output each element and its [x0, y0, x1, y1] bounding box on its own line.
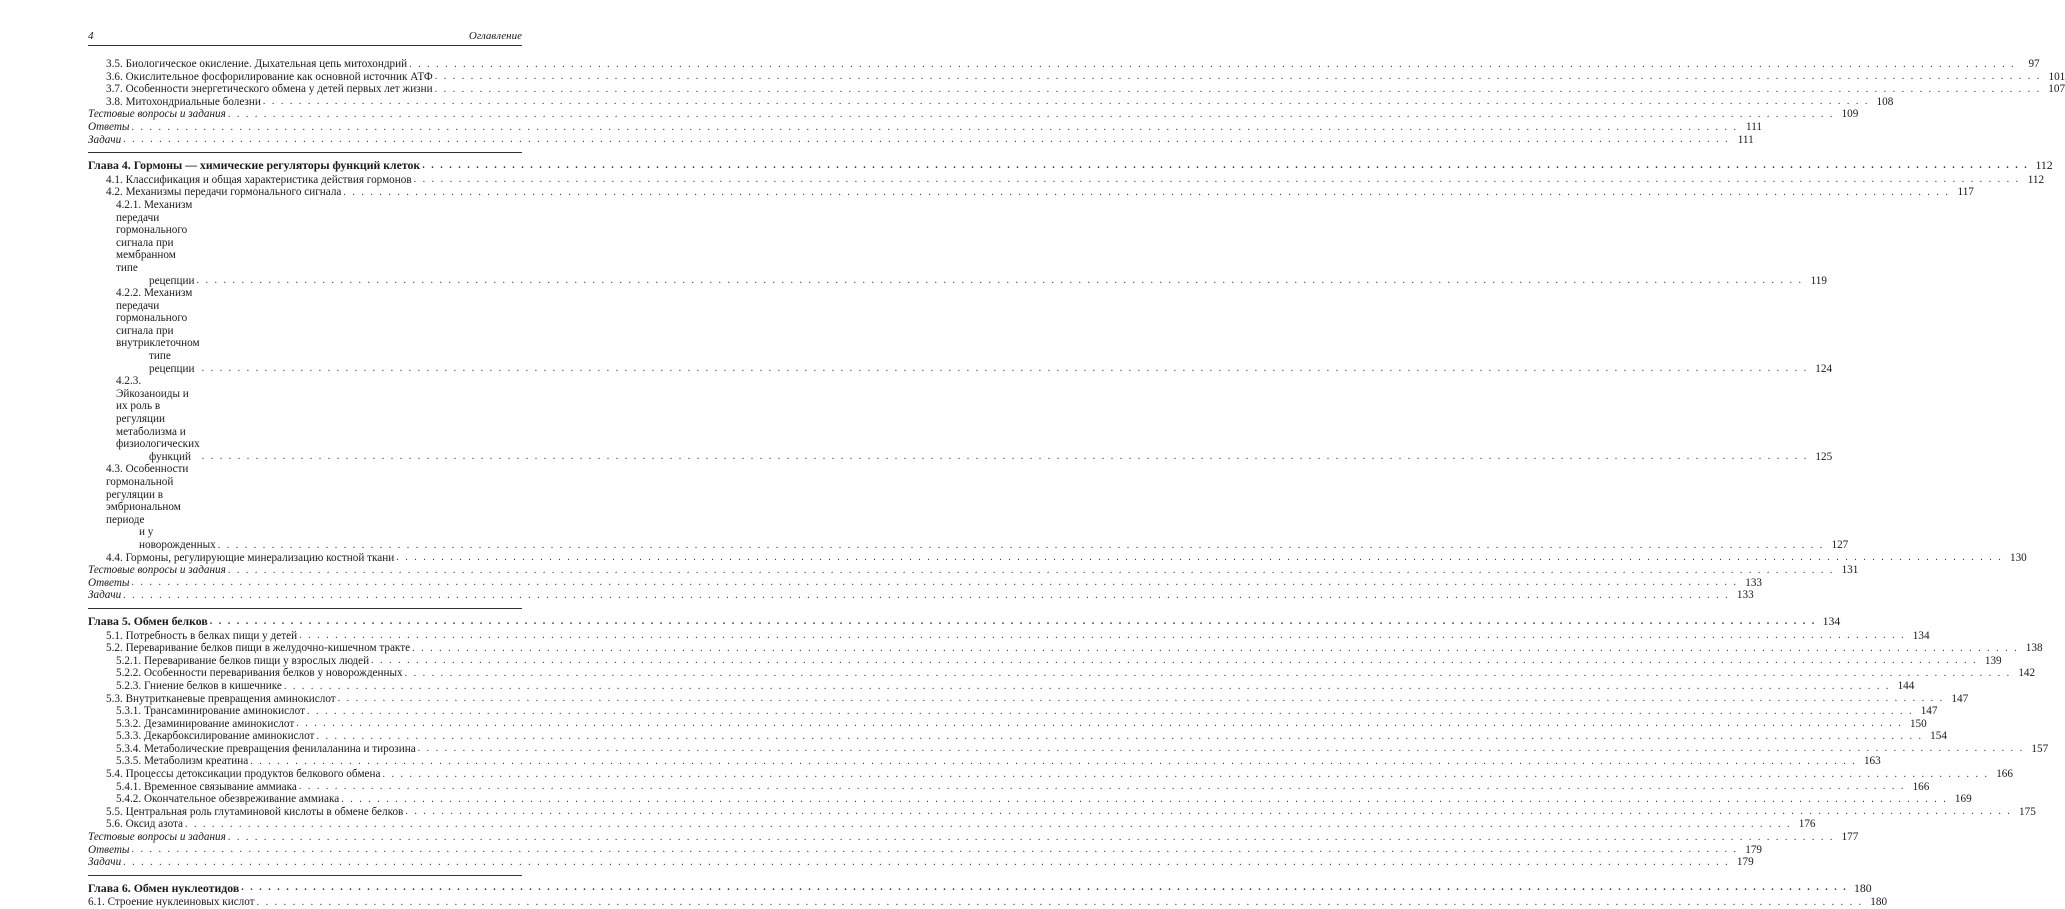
dot-leader — [435, 84, 2042, 96]
dot-leader — [132, 577, 1739, 589]
toc-entry-title: 4.2. Механизмы передачи гормонального сигнала — [106, 186, 342, 199]
toc-entry-title: Глава 6. Обмен нуклеотидов — [88, 880, 240, 895]
toc-entry-title-continuation: рецепции — [149, 274, 195, 287]
dot-leader — [371, 655, 1978, 667]
toc-page-number: 169 — [1954, 793, 1972, 806]
toc-entry-title: Тестовые вопросы и задания — [88, 564, 226, 577]
chapter-heading[interactable] — [88, 613, 1841, 628]
toc-apparatus-entry[interactable] — [88, 589, 1754, 602]
chapter-heading[interactable] — [88, 158, 2053, 173]
toc-page-number: 107 — [2048, 83, 2065, 96]
toc-entry[interactable] — [88, 198, 1827, 287]
dot-leader — [196, 275, 1803, 287]
toc-entry[interactable] — [88, 818, 1816, 831]
toc-entry[interactable] — [88, 375, 1833, 463]
toc-page-number: 139 — [1984, 654, 2002, 667]
dot-leader — [307, 706, 1914, 718]
toc-page-number: 109 — [1841, 108, 1859, 121]
toc-entry[interactable] — [88, 692, 1969, 706]
dot-leader — [284, 681, 1891, 693]
toc-entry-title — [106, 463, 218, 551]
dot-leader — [418, 743, 2025, 755]
toc-entry-title: 5.2. Переваривание белков пищи в желудочно-кишечном тракте — [106, 642, 411, 655]
toc-entry-title: Ответы — [88, 120, 130, 133]
dot-leader — [422, 160, 2029, 172]
toc-entry-title: 5.2.2. Особенности переваривания белков у новорожденных — [116, 667, 403, 680]
toc-entry-title: Ответы — [88, 843, 130, 856]
toc-page-number: 134 — [1912, 629, 1930, 642]
toc-page-number: 157 — [2031, 742, 2049, 755]
toc-entry-title: Глава 5. Обмен белков — [88, 613, 208, 628]
toc-entry[interactable] — [88, 742, 2049, 756]
toc-page-number: 111 — [1746, 120, 1762, 133]
toc-entry-title: 4.4. Гормоны, регулирующие минерализацию костной ткани — [106, 551, 395, 564]
toc-page-number: 147 — [1951, 692, 1969, 705]
dot-leader — [132, 122, 1739, 134]
toc-entry-title: Задачи — [88, 133, 122, 146]
toc-page-number: 166 — [1996, 768, 2013, 781]
toc-page-number: 131 — [1841, 564, 1859, 577]
toc-entry-title: 5.3.1. Трансаминирование аминокислот — [116, 705, 305, 718]
chapter-divider — [88, 875, 522, 876]
toc-page-number: 133 — [1736, 589, 1754, 602]
toc-entry-title: 5.3.2. Дезаминирование аминокислот — [116, 717, 295, 730]
toc-page-number: 144 — [1897, 679, 1915, 692]
toc-entry-title-continuation: функций — [149, 450, 191, 463]
toc-page-number: 179 — [1745, 843, 1762, 856]
dot-leader — [228, 109, 1835, 121]
toc-entry[interactable] — [88, 896, 1888, 909]
toc-entry-title: 3.5. Биологическое окисление. Дыхательная цепь митохондрий — [106, 58, 408, 70]
toc-entry[interactable] — [88, 186, 1974, 199]
dot-leader — [218, 540, 1825, 552]
toc-page-number: 124 — [1815, 362, 1833, 375]
dot-leader — [241, 882, 1848, 894]
dot-leader — [405, 806, 2012, 818]
toc-entry-title: 5.5. Центральная роль глутаминовой кислоты в обмене белков — [106, 805, 404, 818]
table-of-contents — [88, 58, 2065, 909]
toc-entry[interactable] — [88, 717, 1927, 731]
toc-entry[interactable] — [88, 730, 1947, 743]
toc-apparatus-entry[interactable] — [88, 108, 1859, 121]
toc-entry[interactable] — [88, 780, 1930, 794]
toc-entry[interactable] — [88, 667, 2036, 680]
page-number: 4 — [88, 30, 94, 42]
toc-entry[interactable] — [88, 58, 2040, 71]
toc-page-number: 176 — [1798, 818, 1816, 831]
toc-entry[interactable] — [88, 287, 1833, 375]
dot-leader — [414, 174, 2021, 186]
dot-leader — [299, 781, 1906, 793]
dot-leader — [123, 134, 1730, 146]
toc-entry-title: 4.1. Классификация и общая характеристика действия гормонов — [106, 173, 412, 186]
toc-apparatus-entry[interactable] — [88, 856, 1754, 869]
toc-entry-title-line: 4.2.3. Эйкозаноиды и их роль в регуляции метаболизма и физиологических — [116, 375, 200, 451]
dot-leader — [263, 96, 1870, 108]
dot-leader — [341, 794, 1948, 806]
dot-leader — [250, 756, 1857, 768]
toc-entry[interactable] — [88, 705, 1938, 718]
toc-page-number: 97 — [2028, 58, 2040, 70]
toc-entry-title: 5.1. Потребность в белках пищи у детей — [106, 629, 298, 642]
dot-leader — [228, 565, 1835, 577]
toc-entry[interactable] — [88, 83, 2065, 96]
running-title: Оглавление — [468, 30, 522, 42]
toc-page-number: 177 — [1841, 831, 1859, 844]
toc-entry-title-continuation: и у новорожденных — [139, 526, 216, 551]
toc-page-number: 101 — [2048, 70, 2065, 83]
toc-entry-title: 5.3.5. Метаболизм креатина — [116, 755, 249, 768]
toc-entry-title: 6.1. Строение нуклеиновых кислот — [88, 896, 255, 909]
toc-apparatus-entry[interactable] — [88, 831, 1859, 844]
toc-entry[interactable] — [88, 463, 1849, 551]
toc-entry-title-continuation: типе рецепции — [149, 350, 195, 375]
toc-entry[interactable] — [88, 679, 1915, 693]
toc-entry-title: 5.3.4. Метаболические превращения фенилаланина и тирозина — [116, 742, 416, 755]
dot-leader — [412, 643, 2019, 655]
toc-page-number: 108 — [1876, 95, 1894, 108]
toc-page-number: 134 — [1822, 613, 1841, 628]
toc-entry-title-line: 4.3. Особенности гормональной регуляции в эмбриональном периоде — [106, 463, 189, 526]
toc-entry-title: 5.2.1. Переваривание белков пищи у взрослых людей — [116, 654, 370, 667]
dot-leader — [409, 59, 2016, 71]
toc-apparatus-entry[interactable] — [88, 120, 1762, 134]
toc-page-number: 154 — [1930, 730, 1947, 743]
dot-leader — [257, 897, 1864, 909]
toc-entry-title: 3.6. Окислительное фосфорилирование как основной источник АТФ — [106, 70, 433, 83]
toc-entry-title: 5.3. Внутритканевые превращения аминокислот — [106, 692, 336, 705]
chapter-divider — [88, 152, 522, 153]
dot-leader — [299, 630, 1906, 642]
toc-page-number: 112 — [2027, 173, 2045, 186]
toc-page-number: 180 — [1870, 896, 1888, 909]
toc-page-number: 147 — [1920, 705, 1938, 718]
dot-leader — [185, 819, 1792, 831]
toc-page-number: 142 — [2018, 667, 2036, 680]
toc-entry[interactable] — [88, 654, 2002, 668]
toc-page-number: 125 — [1815, 450, 1833, 463]
dot-leader — [123, 857, 1730, 869]
toc-entry-title: 5.6. Оксид азота — [106, 818, 184, 831]
dot-leader — [316, 731, 1923, 743]
toc-entry[interactable] — [88, 173, 2045, 187]
dot-leader — [202, 363, 1809, 375]
chapter-divider — [88, 608, 522, 609]
dot-leader — [343, 187, 1950, 199]
dot-leader — [382, 769, 1989, 781]
toc-entry-title: Задачи — [88, 589, 122, 602]
toc-apparatus-entry[interactable] — [88, 133, 1754, 147]
toc-page-number: 138 — [2025, 642, 2043, 655]
toc-entry-title: 3.8. Митохондриальные болезни — [106, 95, 261, 108]
dot-leader — [202, 451, 1809, 463]
toc-page-number: 117 — [1957, 186, 1974, 199]
toc-entry-title: 5.4.1. Временное связывание аммиака — [116, 780, 297, 793]
toc-entry-title: Ответы — [88, 576, 130, 589]
toc-entry-title: 5.3.3. Декарбоксилирование аминокислот — [116, 730, 315, 743]
toc-entry-title: 5.2.3. Гниение белков в кишечнике — [116, 679, 282, 692]
toc-entry-title-line: 4.2.2. Механизм передачи гормонального сигнала при внутриклеточном — [116, 287, 200, 350]
dot-leader — [296, 718, 1903, 730]
dot-leader — [228, 832, 1835, 844]
toc-entry[interactable] — [88, 551, 2027, 565]
dot-leader — [396, 552, 2003, 564]
toc-entry-title — [116, 287, 202, 375]
toc-entry-title — [116, 375, 202, 463]
toc-entry-title: Тестовые вопросы и задания — [88, 831, 226, 844]
toc-page-number: 111 — [1737, 133, 1754, 146]
toc-page-number: 133 — [1745, 576, 1762, 589]
toc-entry-title: 3.7. Особенности энергетического обмена у детей первых лет жизни — [106, 83, 433, 96]
toc-page-number: 180 — [1853, 880, 1872, 895]
toc-entry[interactable] — [88, 768, 2013, 781]
dot-leader — [405, 668, 2012, 680]
running-header — [88, 28, 522, 46]
toc-page-number: 175 — [2019, 805, 2036, 818]
dot-leader — [123, 590, 1730, 602]
dot-leader — [435, 71, 2042, 83]
toc-entry-title: 5.4. Процессы детоксикации продуктов белкового обмена — [106, 768, 381, 781]
toc-entry-title: 5.4.2. Окончательное обезвреживание аммиака — [116, 793, 340, 806]
toc-page-number: 163 — [1863, 755, 1881, 768]
toc-entry[interactable] — [88, 629, 1930, 643]
toc-page-number: 130 — [2009, 551, 2027, 564]
toc-entry[interactable] — [88, 642, 2043, 655]
toc-entry-title: Задачи — [88, 856, 122, 869]
toc-entry-title: Глава 4. Гормоны — химические регуляторы функций клеток — [88, 158, 421, 173]
toc-apparatus-entry[interactable] — [88, 564, 1859, 577]
toc-entry[interactable] — [88, 70, 2065, 84]
dot-leader — [338, 693, 1945, 705]
toc-entry-title — [116, 199, 196, 287]
dot-leader — [132, 844, 1739, 856]
toc-entry-title-line: 4.2.1. Механизм передачи гормонального сигнала при мембранном типе — [116, 198, 193, 274]
toc-entry[interactable] — [88, 95, 1894, 109]
toc-page-number: 112 — [2035, 158, 2053, 173]
toc-entry[interactable] — [88, 755, 1881, 768]
toc-page-number: 166 — [1912, 780, 1930, 793]
toc-entry-title: Тестовые вопросы и задания — [88, 108, 226, 121]
toc-page-number: 127 — [1831, 538, 1849, 551]
toc-entry[interactable] — [88, 793, 1972, 806]
toc-entry[interactable] — [88, 805, 2036, 819]
chapter-heading[interactable] — [88, 880, 1872, 895]
toc-apparatus-entry[interactable] — [88, 576, 1762, 590]
dot-leader — [210, 616, 1817, 628]
toc-page-number: 150 — [1909, 717, 1927, 730]
toc-page-number: 179 — [1736, 856, 1754, 869]
toc-apparatus-entry[interactable] — [88, 843, 1762, 857]
toc-page-number: 119 — [1810, 274, 1827, 287]
